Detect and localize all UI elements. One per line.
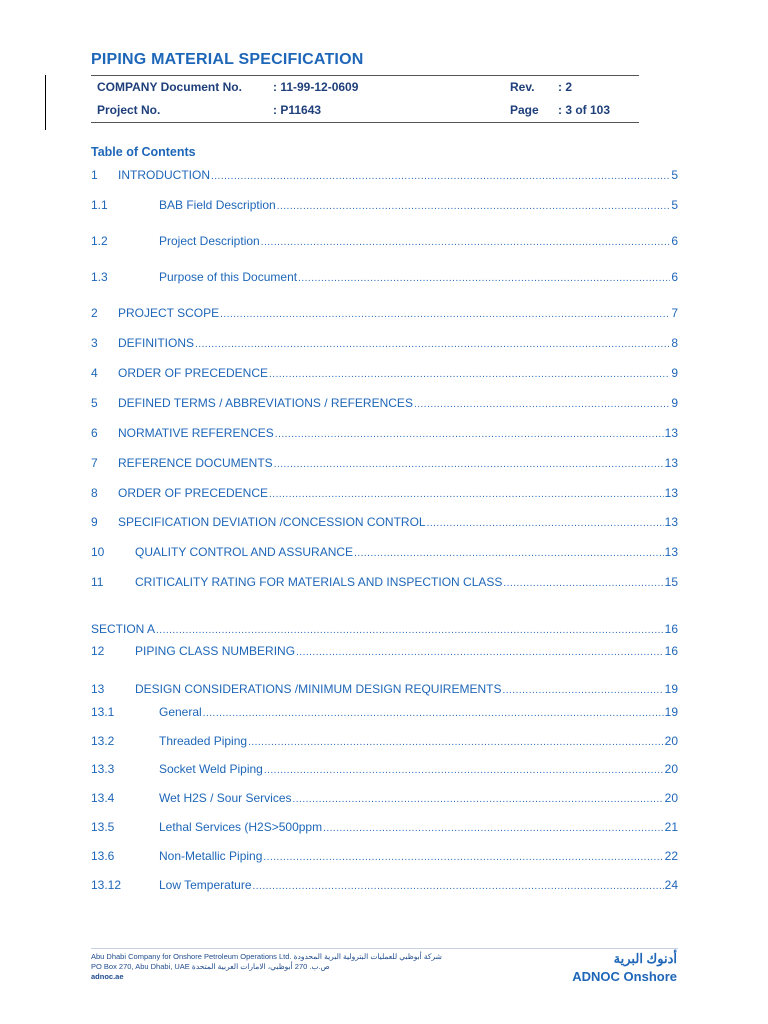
toc-page: 13: [664, 456, 678, 470]
toc-title[interactable]: INTRODUCTION: [118, 168, 210, 182]
toc-number: 11: [91, 575, 104, 589]
toc-leader-dots: [269, 489, 664, 500]
toc-entry-13-3[interactable]: [91, 762, 678, 778]
revision-label: Rev.: [510, 80, 535, 94]
toc-entry-1-1[interactable]: [91, 198, 678, 214]
page-label: Page: [510, 103, 539, 117]
toc-number: 13.2: [91, 734, 115, 748]
toc-number: 13.1: [91, 705, 115, 719]
toc-leader-dots: [354, 548, 664, 559]
toc-page: 9: [671, 396, 678, 410]
toc-number: 1.2: [91, 234, 108, 248]
toc-entry-1-2[interactable]: [91, 234, 678, 250]
toc-entry-5[interactable]: [91, 396, 678, 412]
toc-number: 10: [91, 545, 105, 559]
brand-logo-english: ADNOC Onshore: [572, 969, 677, 984]
footer-divider: [91, 948, 678, 949]
toc-entry-13-12[interactable]: [91, 878, 678, 894]
toc-entry-8[interactable]: [91, 486, 678, 502]
toc-page: 7: [671, 306, 678, 320]
toc-leader-dots: [298, 273, 670, 284]
toc-leader-dots: [275, 429, 664, 440]
toc-entry-9[interactable]: [91, 515, 678, 531]
toc-title[interactable]: Low Temperature: [159, 878, 252, 892]
toc-title[interactable]: Purpose of this Document: [159, 270, 298, 284]
toc-page: 9: [671, 366, 678, 380]
toc-leader-dots: [296, 647, 664, 658]
toc-title[interactable]: Non-Metallic Piping: [159, 849, 263, 863]
toc-title[interactable]: BAB Field Description: [159, 198, 276, 212]
toc-title[interactable]: PROJECT SCOPE: [118, 306, 220, 320]
toc-leader-dots: [264, 765, 664, 776]
toc-page: 16: [664, 644, 678, 658]
toc-title[interactable]: SPECIFICATION DEVIATION /CONCESSION CONTROL: [118, 515, 426, 529]
toc-title[interactable]: DESIGN CONSIDERATIONS /MINIMUM DESIGN REQUIREMENTS: [135, 682, 502, 696]
toc-leader-dots: [220, 309, 670, 320]
toc-page: 6: [671, 270, 678, 284]
toc-title[interactable]: PIPING CLASS NUMBERING: [135, 644, 296, 658]
toc-leader-dots: [248, 737, 664, 748]
toc-leader-dots: [253, 881, 664, 892]
toc-page: 8: [671, 336, 678, 350]
toc-leader-dots: [323, 823, 664, 834]
toc-entry-2[interactable]: [91, 306, 678, 322]
toc-page: 19: [664, 705, 678, 719]
document-meta-table: [91, 75, 639, 123]
toc-number: 2: [91, 306, 98, 320]
toc-leader-dots: [269, 369, 670, 380]
toc-entry-10[interactable]: [91, 545, 678, 561]
toc-number: 8: [91, 486, 98, 500]
toc-entry-13[interactable]: [91, 682, 678, 698]
toc-number: 13.6: [91, 849, 115, 863]
toc-page: 21: [664, 820, 678, 834]
toc-number: 4: [91, 366, 98, 380]
toc-title[interactable]: Threaded Piping: [159, 734, 248, 748]
change-bar: [45, 75, 46, 130]
toc-leader-dots: [211, 171, 670, 182]
meta-row-document: [91, 76, 639, 98]
toc-page: 16: [664, 622, 678, 636]
toc-leader-dots: [427, 518, 664, 529]
toc-title[interactable]: Lethal Services (H2S>500ppm: [159, 820, 323, 834]
doc-number-label: COMPANY Document No.: [97, 80, 242, 94]
toc-title[interactable]: REFERENCE DOCUMENTS: [118, 456, 273, 470]
toc-title[interactable]: ORDER OF PRECEDENCE: [118, 366, 269, 380]
toc-page: 13: [664, 515, 678, 529]
toc-leader-dots: [156, 625, 664, 636]
toc-title[interactable]: Socket Weld Piping: [159, 762, 263, 776]
project-number-label: Project No.: [97, 103, 161, 117]
toc-entry-section-a[interactable]: [91, 622, 678, 638]
toc-page: 19: [664, 682, 678, 696]
toc-number: 13.3: [91, 762, 115, 776]
toc-number: 13.12: [91, 878, 122, 892]
footer-website-link[interactable]: adnoc.ae: [91, 972, 124, 981]
toc-number: 5: [91, 396, 98, 410]
toc-number: 6: [91, 426, 98, 440]
toc-leader-dots: [263, 852, 663, 863]
toc-page: 20: [664, 734, 678, 748]
toc-title[interactable]: SECTION A: [91, 622, 156, 636]
toc-number: 3: [91, 336, 98, 350]
footer-address: PO Box 270, Abu Dhabi, UAE ص.ب. 270 أبوظبي، الامارات العربية المتحدة: [91, 962, 330, 971]
toc-number: 13.4: [91, 791, 115, 805]
toc-entry-6[interactable]: [91, 426, 678, 442]
toc-page: 15: [664, 575, 678, 589]
toc-heading: Table of Contents: [91, 145, 196, 159]
footer-company-info: [91, 952, 442, 982]
toc-number: 7: [91, 456, 98, 470]
toc-title[interactable]: General: [159, 705, 202, 719]
toc-title[interactable]: CRITICALITY RATING FOR MATERIALS AND INSPECTION CLASS: [135, 575, 503, 589]
toc-leader-dots: [293, 794, 664, 805]
revision-value: : 2: [558, 80, 573, 94]
toc-entry-13-6[interactable]: [91, 849, 678, 865]
project-number-value: : P11643: [273, 103, 322, 117]
toc-page: 24: [664, 878, 678, 892]
toc-entry-1[interactable]: [91, 168, 678, 184]
footer-company-name: Abu Dhabi Company for Onshore Petroleum Operations Ltd. شركة أبوظبي للعمليات البترولية البرية المحدودة: [91, 952, 442, 961]
toc-page: 13: [664, 426, 678, 440]
toc-number: 12: [91, 644, 105, 658]
toc-number: 13.5: [91, 820, 115, 834]
toc-number: 1.1: [91, 198, 108, 212]
toc-leader-dots: [261, 237, 671, 248]
toc-title[interactable]: DEFINITIONS: [118, 336, 195, 350]
toc-entry-13-1[interactable]: [91, 705, 678, 721]
toc-leader-dots: [195, 339, 670, 350]
toc-entry-1-3[interactable]: [91, 270, 678, 286]
doc-number-value: : 11-99-12-0609: [273, 80, 359, 94]
page-value: : 3 of 103: [558, 103, 611, 117]
toc-title[interactable]: Project Description: [159, 234, 260, 248]
toc-number: 13: [91, 682, 105, 696]
toc-leader-dots: [502, 685, 663, 696]
document-title: PIPING MATERIAL SPECIFICATION: [91, 51, 364, 68]
toc-leader-dots: [203, 708, 664, 719]
toc-page: 5: [671, 198, 678, 212]
toc-page: 20: [664, 762, 678, 776]
toc-title[interactable]: DEFINED TERMS / ABBREVIATIONS / REFERENCES: [118, 396, 413, 410]
toc-leader-dots: [414, 399, 670, 410]
toc-entry-13-4[interactable]: [91, 791, 678, 807]
toc-number: 9: [91, 515, 98, 529]
toc-title[interactable]: QUALITY CONTROL AND ASSURANCE: [135, 545, 354, 559]
toc-page: 13: [664, 545, 678, 559]
toc-page: 22: [664, 849, 678, 863]
toc-number: 1: [91, 168, 98, 182]
toc-page: 5: [671, 168, 678, 182]
toc-leader-dots: [503, 578, 663, 589]
toc-entry-12[interactable]: [91, 644, 678, 660]
toc-title[interactable]: Wet H2S / Sour Services: [159, 791, 292, 805]
toc-page: 6: [671, 234, 678, 248]
brand-logo-arabic: أدنوك البرية: [613, 951, 677, 966]
toc-leader-dots: [274, 459, 664, 470]
toc-title[interactable]: ORDER OF PRECEDENCE: [118, 486, 269, 500]
toc-entry-3[interactable]: [91, 336, 678, 352]
toc-title[interactable]: NORMATIVE REFERENCES: [118, 426, 274, 440]
toc-entry-4[interactable]: [91, 366, 678, 382]
toc-page: 20: [664, 791, 678, 805]
toc-leader-dots: [277, 201, 671, 212]
toc-entry-13-2[interactable]: [91, 734, 678, 750]
toc-page: 13: [664, 486, 678, 500]
toc-entry-11[interactable]: [91, 575, 678, 591]
toc-entry-13-5[interactable]: [91, 820, 678, 836]
toc-number: 1.3: [91, 270, 108, 284]
toc-entry-7[interactable]: [91, 456, 678, 472]
meta-row-project: [91, 99, 639, 121]
